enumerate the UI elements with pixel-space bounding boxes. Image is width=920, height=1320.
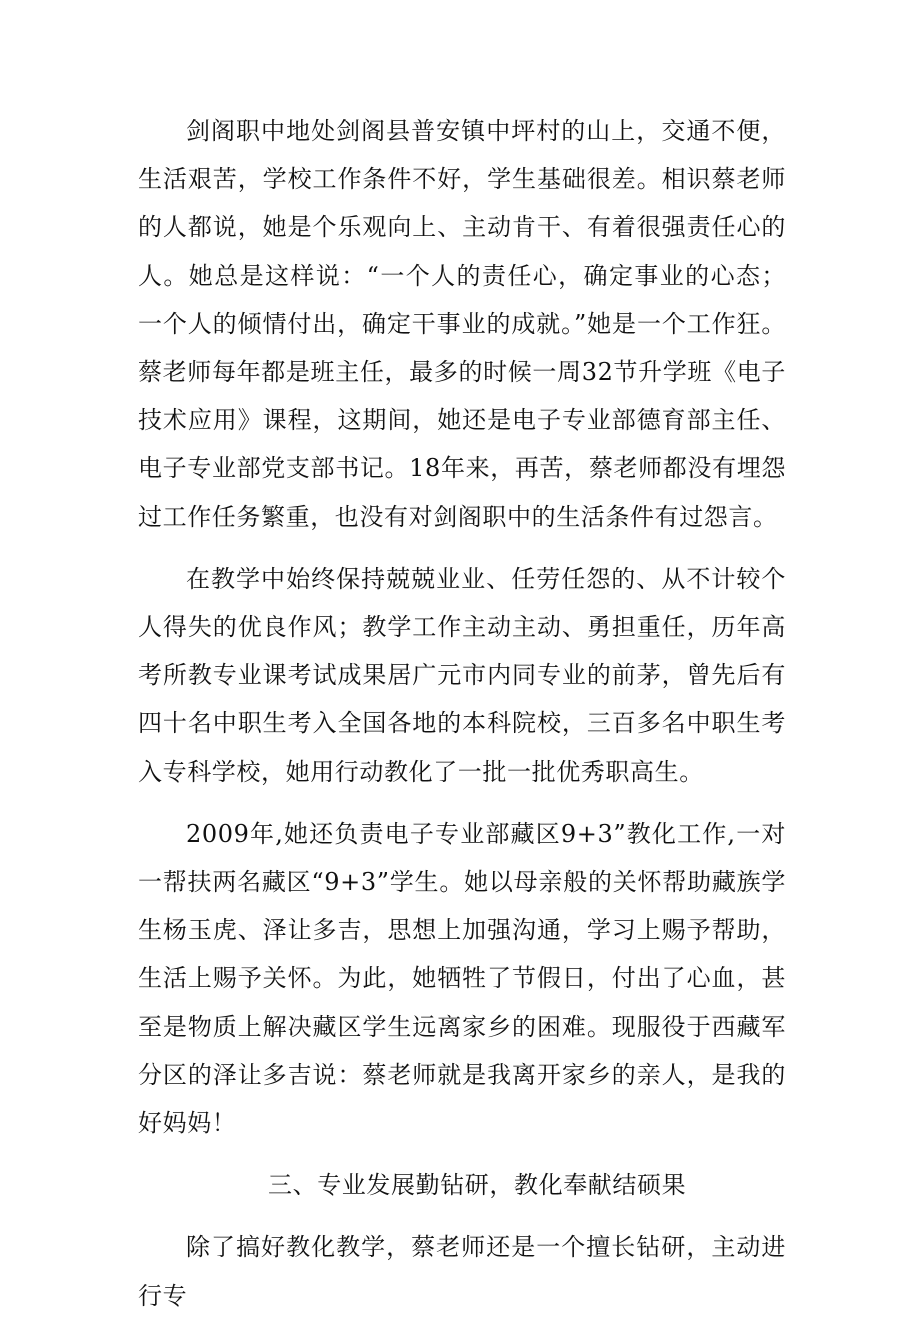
section-heading: 三、专业发展勤钻研，教化奉献结硕果 <box>268 1171 687 1200</box>
paragraph-research-intro: 除了搞好教化教学，蔡老师还是一个擅长钻研，主动进行专 <box>138 1233 786 1310</box>
paragraph-tibetan-students: 2009年,她还负责电子专业部藏区9+3”教化工作,一对一帮扶两名藏区“9+3”学生。她以母亲般的关怀帮助藏族学生杨玉虎、泽让多吉，思想上加强沟通，学习上赐予帮助，生活上赐予关怀。为此，她牺牲了节假日，付出了心血，甚至是物质上解决藏区学生远离家乡的困难。现服役于西藏军分区的泽让多吉说：蔡老师就是我离开家乡的亲人，是我的好妈妈！ <box>138 819 786 1138</box>
paragraph-school-conditions: 剑阁职中地处剑阁县普安镇中坪村的山上，交通不便，生活艰苦，学校工作条件不好，学生基础很差。相识蔡老师的人都说，她是个乐观向上、主动肯干、有着很强责任心的人。她总是这样说：“一个人的责任心，确定事业的心态；一个人的倾情付出，确定干事业的成就。”她是一个工作狂。蔡老师每年都是班主任，最多的时候一周32节升学班《电子技术应用》课程，这期间，她还是电子专业部德育部主任、电子专业部党支部书记。18年来，再苦，蔡老师都没有埋怨过工作任务繁重，也没有对剑阁职中的生活条件有过怨言。 <box>138 117 786 531</box>
paragraph-teaching-achievements: 在教学中始终保持兢兢业业、任劳任怨的、从不计较个人得失的优良作风；教学工作主动主动、勇担重任，历年高考所教专业课考试成果居广元市内同专业的前茅，曾先后有四十名中职生考入全国各地的本科院校，三百多名中职生考入专科学校，她用行动教化了一批一批优秀职高生。 <box>138 564 786 786</box>
document-body <box>138 107 786 1320</box>
